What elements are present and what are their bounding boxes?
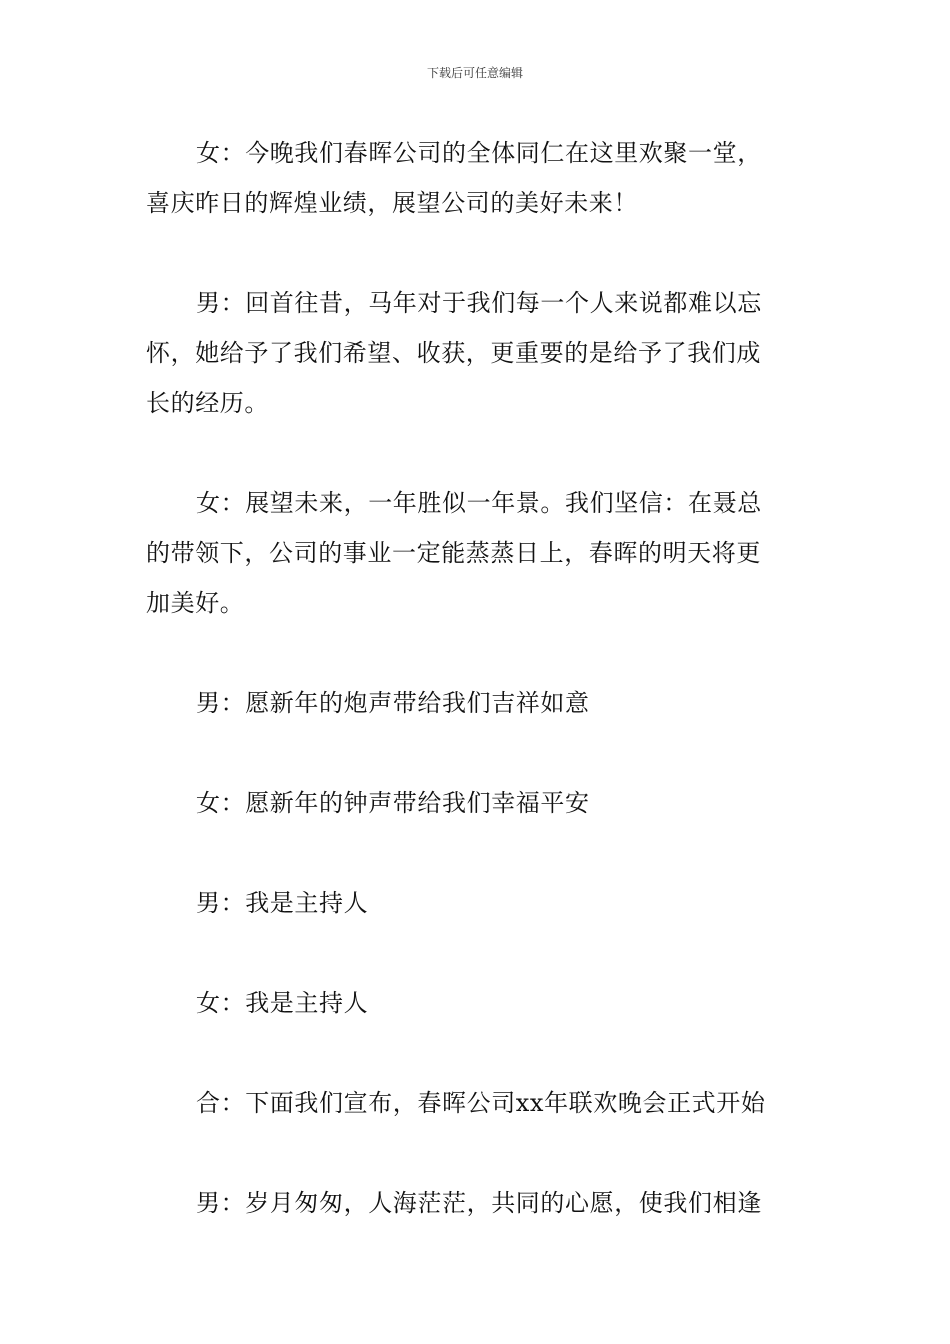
paragraph-line: 男：岁月匆匆，人海茫茫，共同的心愿，使我们相逢 [196,1189,762,1217]
paragraph-line: 女：我是主持人 [196,989,369,1017]
paragraph-line: 喜庆昨日的辉煌业绩，展望公司的美好未来！ [146,189,638,217]
paragraph-3 [146,478,814,628]
paragraph-9 [146,1178,814,1228]
paragraph-6 [146,878,814,928]
paragraph-2 [146,278,814,428]
paragraph-8 [146,1078,814,1128]
paragraph-line: 合：下面我们宣布，春晖公司xx年联欢晚会正式开始 [196,1089,766,1117]
paragraph-line: 怀，她给予了我们希望、收获，更重要的是给予了我们成 [146,339,761,367]
paragraph-line: 男：回首往昔，马年对于我们每一个人来说都难以忘 [196,289,762,317]
paragraph-line: 长的经历。 [146,389,269,417]
document-body [146,128,814,1278]
paragraph-5 [146,778,814,828]
paragraph-line: 女：愿新年的钟声带给我们幸福平安 [196,789,590,817]
paragraph-line: 男：愿新年的炮声带给我们吉祥如意 [196,689,590,717]
paragraph-line: 男：我是主持人 [196,889,369,917]
paragraph-line: 女：今晚我们春晖公司的全体同仁在这里欢聚一堂， [196,139,762,167]
paragraph-4 [146,678,814,728]
paragraph-line: 的带领下，公司的事业一定能蒸蒸日上，春晖的明天将更 [146,539,761,567]
paragraph-line: 加美好。 [146,589,245,617]
paragraph-7 [146,978,814,1028]
paragraph-line: 女：展望未来，一年胜似一年景。我们坚信：在聂总 [196,489,762,517]
paragraph-1 [146,128,814,228]
page-header: 下载后可任意编辑 [426,66,523,80]
